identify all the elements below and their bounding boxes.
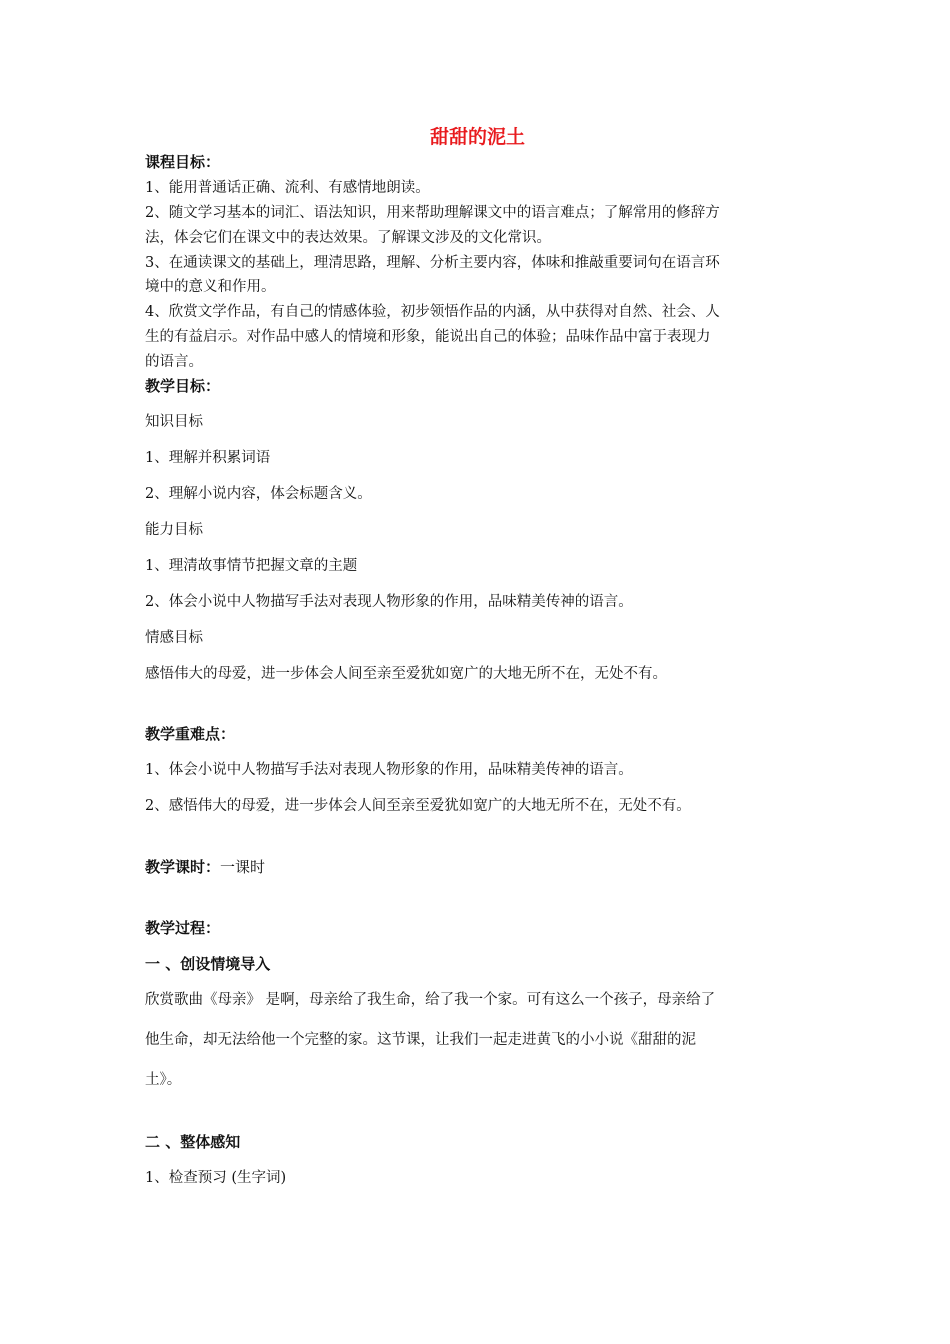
knowledge-goals-label: 知识目标 bbox=[145, 414, 203, 430]
process-heading: 教学过程： bbox=[145, 919, 221, 937]
class-hours-heading: 教学课时： bbox=[145, 858, 221, 876]
teaching-goals-heading: 教学目标： bbox=[145, 377, 221, 395]
step2-item: 1、检查预习 (生字词) bbox=[145, 1170, 287, 1186]
ability-goals-label: 能力目标 bbox=[145, 522, 203, 538]
document-title: 甜甜的泥土 bbox=[429, 126, 525, 148]
course-goal-line: 的语言。 bbox=[145, 354, 203, 370]
emotion-goal-text: 感悟伟大的母爱，进一步体会人间至亲至爱犹如宽广的大地无所不在，无处不有。 bbox=[145, 666, 667, 682]
step2-heading: 二 、整体感知 bbox=[145, 1133, 241, 1151]
step1-paragraph-line: 土》。 bbox=[145, 1072, 182, 1088]
course-goals-heading: 课程目标： bbox=[145, 153, 221, 171]
course-goal-line: 生的有益启示。对作品中感人的情境和形象，能说出自己的体验；品味作品中富于表现力 bbox=[145, 329, 711, 345]
step1-paragraph-line: 欣赏歌曲《母亲》 是啊，母亲给了我生命，给了我一个家。可有这么一个孩子，母亲给了 bbox=[145, 992, 716, 1008]
key-point-item: 2、感悟伟大的母爱，进一步体会人间至亲至爱犹如宽广的大地无所不在，无处不有。 bbox=[145, 798, 691, 814]
course-goal-line: 4、欣赏文学作品，有自己的情感体验，初步领悟作品的内涵，从中获得对自然、社会、人 bbox=[145, 304, 720, 320]
ability-goal-item: 2、体会小说中人物描写手法对表现人物形象的作用，品味精美传神的语言。 bbox=[145, 594, 633, 610]
knowledge-goal-item: 2、理解小说内容，体会标题含义。 bbox=[145, 486, 372, 502]
knowledge-goal-item: 1、理解并积累词语 bbox=[145, 450, 271, 466]
class-hours-line bbox=[145, 857, 265, 877]
course-goal-line: 境中的意义和作用。 bbox=[145, 279, 276, 295]
key-point-item: 1、体会小说中人物描写手法对表现人物形象的作用，品味精美传神的语言。 bbox=[145, 762, 633, 778]
step1-heading: 一 、创设情境导入 bbox=[145, 955, 271, 973]
ability-goal-item: 1、理清故事情节把握文章的主题 bbox=[145, 558, 358, 574]
step1-paragraph-line: 他生命，却无法给他一个完整的家。这节课，让我们一起走进黄飞的小小说《甜甜的泥 bbox=[145, 1032, 696, 1048]
course-goal-line: 1、能用普通话正确、流利、有感情地朗读。 bbox=[145, 180, 430, 196]
course-goal-line: 2、随文学习基本的词汇、语法知识，用来帮助理解课文中的语言难点；了解常用的修辞方 bbox=[145, 205, 720, 221]
course-goal-line: 3、在通读课文的基础上，理清思路，理解、分析主要内容，体味和推敲重要词句在语言环 bbox=[145, 255, 720, 271]
key-points-heading: 教学重难点： bbox=[145, 725, 236, 743]
class-hours-value: 一课时 bbox=[220, 858, 266, 876]
emotion-goals-label: 情感目标 bbox=[145, 630, 203, 646]
course-goal-line: 法，体会它们在课文中的表达效果。了解课文涉及的文化常识。 bbox=[145, 230, 551, 246]
